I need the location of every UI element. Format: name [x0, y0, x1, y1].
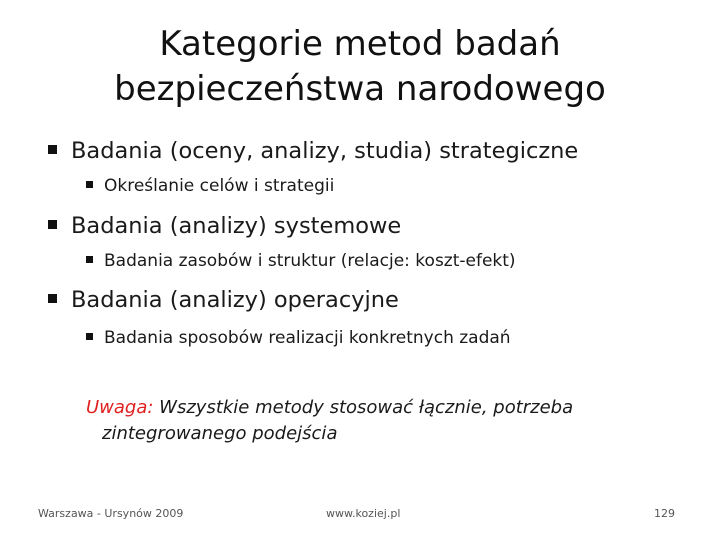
sub-bullet-text: Badania zasobów i struktur (relacje: koszt-efekt)	[104, 251, 516, 271]
sub-bullet-item	[86, 326, 511, 350]
bullet-item	[48, 285, 399, 315]
square-bullet-icon	[86, 333, 93, 340]
sub-bullet-item	[86, 249, 516, 273]
sub-bullet-text: Badania sposobów realizacji konkretnych zadań	[104, 328, 511, 348]
square-bullet-icon	[48, 220, 57, 229]
bullet-item	[48, 211, 401, 241]
note	[86, 395, 686, 447]
footer-url: www.koziej.pl	[326, 507, 401, 520]
note-label: Uwaga:	[86, 397, 154, 418]
bullet-text: Badania (analizy) systemowe	[71, 213, 402, 239]
sub-bullet-item	[86, 174, 334, 198]
bullet-text: Badania (oceny, analizy, studia) strategiczne	[71, 138, 579, 164]
footer-left: Warszawa - Ursynów 2009	[38, 507, 184, 520]
square-bullet-icon	[48, 145, 57, 154]
bullet-item	[48, 136, 578, 166]
square-bullet-icon	[86, 256, 93, 263]
bullet-text: Badania (analizy) operacyjne	[71, 287, 399, 313]
square-bullet-icon	[86, 181, 93, 188]
sub-bullet-text: Określanie celów i strategii	[104, 176, 335, 196]
page-number: 129	[654, 507, 675, 520]
note-text-line-2: zintegrowanego podejścia	[102, 423, 338, 444]
slide-title-line-1: Kategorie metod badań	[159, 24, 561, 64]
note-text-line-1: Wszystkie metody stosować łącznie, potrzeba	[153, 397, 574, 418]
square-bullet-icon	[48, 294, 57, 303]
slide-title-line-2: bezpieczeństwa narodowego	[114, 69, 606, 109]
